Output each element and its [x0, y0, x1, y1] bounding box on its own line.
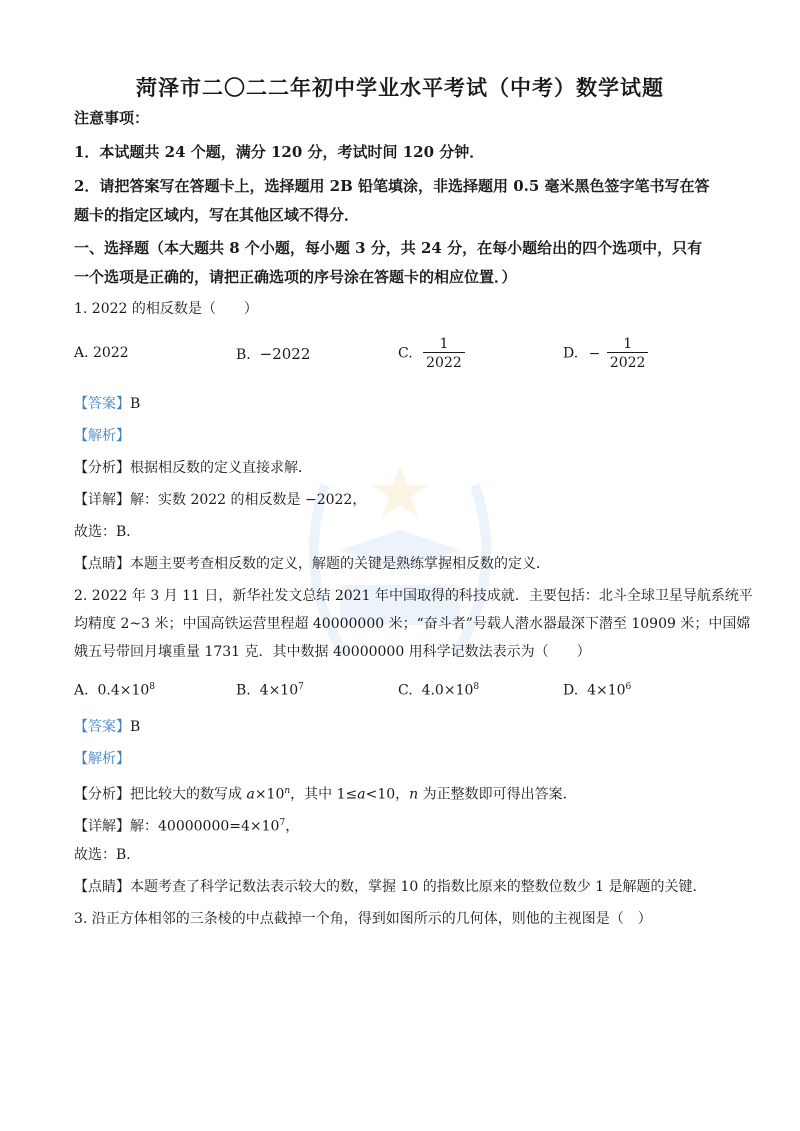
q1-analysis-tag: 【解析】: [74, 428, 130, 444]
notice-item-2a: 2．请把答案写在答题卡上，选择题用 2B 铅笔填涂，非选择题用 0.5 毫米黑色签字笔书写在答: [74, 177, 710, 195]
q2-option-c: C. $4.0\times 10^8$: [398, 682, 480, 699]
q1-stem: 1. 2022 的相反数是（ ）: [74, 301, 258, 317]
q2-dianjing: 【点睛】本题考查了科学记数法表示较大的数，掌握 10 的指数比原来的整数位数少 1 是解题的关键．: [74, 879, 707, 895]
q2-analysis-tag: 【解析】: [74, 751, 130, 767]
q3-stem: 3. 沿正方体相邻的三条棱的中点截掉一个角，得到如图所示的几何体，则他的主视图是（ ）: [74, 911, 652, 927]
q2-stem-3: 娥五号带回月壤重量 1731 克．其中数据 40000000 用科学记数法表示为（ ）: [74, 644, 591, 660]
notice-item-1: 1．本试题共 24 个题，满分 120 分，考试时间 120 分钟．: [74, 143, 485, 161]
q1-option-c: C. $\frac{1}{2022}$: [398, 336, 465, 371]
q2-option-a: A. $0.4\times 10^8$: [74, 682, 156, 699]
q2-stem-1: 2. 2022 年 3 月 11 日，新华社发文总结 2021 年中国取得的科技成就．主要包括：北斗全球卫星导航系统平: [74, 588, 753, 604]
fraction: $\frac{1}{2022}$: [607, 336, 649, 371]
fraction: $\frac{1}{2022}$: [423, 336, 465, 371]
q1-choose: 故选：B．: [74, 524, 141, 540]
q1-option-b: B. −2022: [236, 345, 311, 363]
q2-fenxi: 【分析】把比较大的数写成 $a\times 10^n$，其中 1≤a<10，n 为正整数即可得出答案．: [74, 786, 577, 803]
section-heading-1: 一、选择题（本大题共 8 个小题，每小题 3 分，共 24 分，在每小题给出的四个选项中，只有: [74, 239, 703, 257]
notice-item-2b: 题卡的指定区域内，写在其他区域不得分．: [74, 206, 360, 224]
q1-xiangjie: 【详解】解：实数 2022 的相反数是 −2022，: [74, 492, 367, 508]
q2-option-d: D. $4\times 10^6$: [563, 682, 632, 699]
q2-choose: 故选：B．: [74, 847, 141, 863]
q2-answer: 【答案】B: [74, 719, 141, 735]
q1-option-a: A. 2022: [74, 345, 129, 361]
notice-heading: 注意事项：: [74, 109, 150, 127]
page-title: 菏泽市二〇二二年初中学业水平考试（中考）数学试题: [136, 75, 664, 100]
q1-option-d: D. − $\frac{1}{2022}$: [563, 336, 648, 371]
section-heading-2: 一个选项是正确的，请把正确选项的序号涂在答题卡的相应位置．）: [74, 268, 517, 286]
q1-fenxi: 【分析】根据相反数的定义直接求解．: [74, 460, 312, 476]
q2-stem-2: 均精度 2~3 米；中国高铁运营里程超 40000000 米；“奋斗者”号载人潜水器最深下潜至 10909 米；中国嫦: [74, 616, 751, 632]
q1-answer: 【答案】B: [74, 396, 141, 412]
q2-xiangjie: 【详解】解：$40000000=4\times 10^7$，: [74, 818, 300, 835]
q1-dianjing: 【点睛】本题主要考查相反数的定义，解题的关键是熟练掌握相反数的定义．: [74, 556, 550, 572]
q2-option-b: B. $4\times 10^7$: [236, 682, 304, 699]
